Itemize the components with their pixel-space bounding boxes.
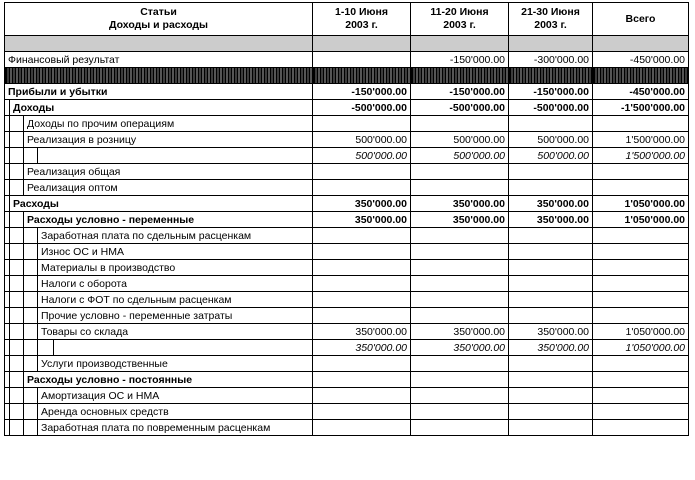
table-row[interactable] (5, 372, 689, 388)
value-cell-period-1[interactable] (313, 292, 411, 308)
row-label[interactable] (5, 212, 313, 228)
value-cell-period-4[interactable] (593, 260, 689, 276)
tree-guide-line (9, 340, 10, 355)
value-cell-period-3[interactable]: 350'000.00 (509, 340, 593, 356)
value-cell-period-3[interactable] (509, 164, 593, 180)
tree-guide-line (9, 244, 10, 259)
tree-guide-line (9, 276, 10, 291)
tree-guide-line (9, 212, 10, 227)
table-row[interactable] (5, 356, 689, 372)
value-cell-period-4[interactable] (593, 356, 689, 372)
value-cell-period-2[interactable] (411, 388, 509, 404)
value-cell-period-1[interactable] (313, 372, 411, 388)
tree-guide-line (9, 196, 10, 211)
row-label[interactable] (5, 388, 313, 404)
row-label[interactable] (5, 100, 313, 116)
table-row[interactable] (5, 68, 689, 84)
value-cell-period-2[interactable] (411, 116, 509, 132)
tree-guide-line (37, 292, 38, 307)
tree-guide-line (23, 404, 24, 419)
tree-guide-line (23, 340, 24, 355)
value-cell-period-4[interactable] (593, 244, 689, 260)
value-cell-period-3[interactable] (509, 388, 593, 404)
row-label-text: Реализация общая (27, 165, 121, 178)
row-label-text: Реализация в розницу (27, 133, 137, 146)
value-cell-period-1[interactable]: 500'000.00 (313, 132, 411, 148)
tree-guide-line (9, 420, 10, 435)
row-label[interactable] (5, 356, 313, 372)
value-cell-period-1[interactable]: 350'000.00 (313, 324, 411, 340)
value-cell-period-4[interactable] (593, 228, 689, 244)
tree-guide-line (37, 324, 38, 339)
tree-guide-line (23, 180, 24, 195)
tree-guide-line (37, 340, 38, 355)
value-cell-period-3[interactable] (509, 116, 593, 132)
row-label[interactable] (5, 276, 313, 292)
value-cell-period-4[interactable] (593, 292, 689, 308)
table-row[interactable] (5, 180, 689, 196)
row-label-text: Прибыли и убытки (8, 85, 108, 98)
table-row[interactable] (5, 420, 689, 436)
value-cell-period-1[interactable] (313, 404, 411, 420)
tree-guide-line (37, 420, 38, 435)
row-label-text: Материалы в производство (41, 261, 176, 274)
value-cell-period-2[interactable] (411, 356, 509, 372)
table-row[interactable] (5, 132, 689, 148)
value-cell-period-3[interactable] (509, 404, 593, 420)
value-cell-period-4[interactable]: -450'000.00 (593, 84, 689, 100)
col-header-period-1[interactable]: 1-10 Июня 2003 г. (313, 3, 411, 36)
tree-guide-line (9, 164, 10, 179)
col-header-total[interactable]: Всего (593, 3, 689, 36)
row-label-text: Амортизация ОС и НМА (41, 389, 160, 402)
row-label-text: Заработная плата по повременным расценкам (41, 421, 271, 434)
row-label[interactable] (5, 52, 313, 68)
table-row[interactable] (5, 196, 689, 212)
table-row[interactable] (5, 404, 689, 420)
tree-guide-line (23, 356, 24, 371)
row-label[interactable] (5, 260, 313, 276)
row-label[interactable] (5, 244, 313, 260)
tree-guide-line (37, 356, 38, 371)
tree-guide-line (23, 324, 24, 339)
value-cell-period-1[interactable]: 350'000.00 (313, 340, 411, 356)
row-label-text: Реализация оптом (27, 181, 118, 194)
table-row[interactable] (5, 84, 689, 100)
row-label-text: Доходы (13, 101, 55, 114)
value-cell-period-3[interactable]: -300'000.00 (509, 52, 593, 68)
value-cell-period-2[interactable] (411, 372, 509, 388)
table-row[interactable] (5, 324, 689, 340)
value-cell-period-2[interactable] (411, 260, 509, 276)
row-label[interactable] (5, 228, 313, 244)
value-cell-period-1[interactable]: 350'000.00 (313, 196, 411, 212)
tree-guide-line (23, 260, 24, 275)
tree-guide-line (37, 260, 38, 275)
value-cell-period-3[interactable] (509, 36, 593, 52)
row-label-text: Аренда основных средств (41, 405, 169, 418)
tree-guide-line (9, 132, 10, 147)
value-cell-period-4[interactable] (593, 404, 689, 420)
value-cell-period-1[interactable] (313, 36, 411, 52)
value-cell-period-4[interactable] (593, 372, 689, 388)
row-label[interactable] (5, 148, 313, 164)
value-cell-period-3[interactable]: 500'000.00 (509, 148, 593, 164)
report-table (4, 2, 689, 436)
row-label[interactable] (5, 180, 313, 196)
value-cell-period-1[interactable] (313, 244, 411, 260)
value-cell-period-4[interactable] (593, 388, 689, 404)
tree-guide-line (9, 260, 10, 275)
value-cell-period-1[interactable] (313, 180, 411, 196)
row-label-text: Товары со склада (41, 325, 129, 338)
row-label-text: Налоги с ФОТ по сдельным расценкам (41, 293, 232, 306)
value-cell-period-3[interactable] (509, 260, 593, 276)
value-cell-period-1[interactable] (313, 260, 411, 276)
tree-guide-line (37, 388, 38, 403)
tree-guide-line (9, 100, 10, 115)
value-cell-period-3[interactable]: 350'000.00 (509, 212, 593, 228)
row-label[interactable] (5, 372, 313, 388)
table-row[interactable] (5, 308, 689, 324)
value-cell-period-3[interactable] (509, 372, 593, 388)
value-cell-period-1[interactable] (313, 308, 411, 324)
tree-guide-line (37, 276, 38, 291)
value-cell-period-4[interactable] (593, 36, 689, 52)
value-cell-period-1[interactable]: 500'000.00 (313, 148, 411, 164)
table-row[interactable] (5, 292, 689, 308)
value-cell-period-1[interactable]: -150'000.00 (313, 84, 411, 100)
value-cell-period-2[interactable]: 350'000.00 (411, 196, 509, 212)
value-cell-period-2[interactable] (411, 308, 509, 324)
table-row[interactable] (5, 244, 689, 260)
row-label-text: Финансовый результат (8, 53, 120, 66)
value-cell-period-4[interactable]: -450'000.00 (593, 52, 689, 68)
table-row[interactable] (5, 148, 689, 164)
value-cell-period-4[interactable]: 1'050'000.00 (593, 212, 689, 228)
tree-guide-line (37, 244, 38, 259)
value-cell-period-4[interactable] (593, 276, 689, 292)
tree-guide-line (9, 148, 10, 163)
tree-guide-line (23, 308, 24, 323)
value-cell-period-2[interactable]: 500'000.00 (411, 132, 509, 148)
tree-guide-line (9, 308, 10, 323)
tree-guide-line (23, 164, 24, 179)
value-cell-period-2[interactable] (411, 68, 509, 84)
tree-guide-line (9, 116, 10, 131)
tree-guide-line (53, 340, 54, 355)
tree-guide-line (23, 116, 24, 131)
table-row[interactable] (5, 212, 689, 228)
row-label-text: Расходы условно - переменные (27, 213, 195, 226)
value-cell-period-3[interactable]: 350'000.00 (509, 196, 593, 212)
tree-guide-line (9, 292, 10, 307)
tree-guide-line (9, 356, 10, 371)
value-cell-period-4[interactable] (593, 164, 689, 180)
table-row[interactable] (5, 52, 689, 68)
value-cell-period-1[interactable] (313, 420, 411, 436)
value-cell-period-4[interactable] (593, 180, 689, 196)
tree-guide-line (37, 228, 38, 243)
value-cell-period-2[interactable] (411, 180, 509, 196)
row-label-text: Расходы условно - постоянные (27, 373, 193, 386)
tree-guide-line (23, 292, 24, 307)
value-cell-period-3[interactable] (509, 356, 593, 372)
row-label[interactable] (5, 36, 313, 52)
row-label-text: Налоги с оборота (41, 277, 127, 290)
row-label[interactable] (5, 164, 313, 180)
value-cell-period-3[interactable]: -500'000.00 (509, 100, 593, 116)
value-cell-period-2[interactable]: -500'000.00 (411, 100, 509, 116)
row-label[interactable] (5, 84, 313, 100)
value-cell-period-4[interactable] (593, 308, 689, 324)
value-cell-period-4[interactable] (593, 116, 689, 132)
tree-guide-line (23, 212, 24, 227)
value-cell-period-3[interactable] (509, 292, 593, 308)
value-cell-period-2[interactable] (411, 36, 509, 52)
tree-guide-line (37, 308, 38, 323)
value-cell-period-2[interactable] (411, 228, 509, 244)
row-label[interactable] (5, 196, 313, 212)
row-label[interactable] (5, 292, 313, 308)
row-label[interactable] (5, 404, 313, 420)
tree-guide-line (37, 148, 38, 163)
value-cell-period-1[interactable] (313, 356, 411, 372)
value-cell-period-1[interactable] (313, 388, 411, 404)
value-cell-period-4[interactable] (593, 68, 689, 84)
tree-guide-line (37, 404, 38, 419)
value-cell-period-2[interactable] (411, 420, 509, 436)
value-cell-period-4[interactable] (593, 420, 689, 436)
value-cell-period-4[interactable]: 1'050'000.00 (593, 324, 689, 340)
value-cell-period-2[interactable] (411, 276, 509, 292)
tree-guide-line (9, 180, 10, 195)
value-cell-period-3[interactable]: -150'000.00 (509, 84, 593, 100)
table-row[interactable] (5, 116, 689, 132)
value-cell-period-1[interactable] (313, 52, 411, 68)
table-row[interactable] (5, 260, 689, 276)
col-header-article[interactable]: Статьи Доходы и расходы (5, 3, 313, 36)
value-cell-period-3[interactable] (509, 244, 593, 260)
value-cell-period-2[interactable]: 500'000.00 (411, 148, 509, 164)
tree-guide-line (23, 388, 24, 403)
tree-guide-line (23, 372, 24, 387)
value-cell-period-2[interactable] (411, 244, 509, 260)
value-cell-period-2[interactable]: 350'000.00 (411, 324, 509, 340)
value-cell-period-3[interactable] (509, 308, 593, 324)
value-cell-period-2[interactable]: 350'000.00 (411, 340, 509, 356)
tree-guide-line (9, 388, 10, 403)
value-cell-period-3[interactable] (509, 276, 593, 292)
tree-guide-line (9, 404, 10, 419)
tree-guide-line (23, 228, 24, 243)
value-cell-period-2[interactable] (411, 164, 509, 180)
table-row[interactable] (5, 36, 689, 52)
value-cell-period-2[interactable]: 350'000.00 (411, 212, 509, 228)
value-cell-period-3[interactable] (509, 68, 593, 84)
tree-guide-line (23, 244, 24, 259)
value-cell-period-3[interactable] (509, 228, 593, 244)
row-label[interactable] (5, 324, 313, 340)
value-cell-period-4[interactable]: 1'050'000.00 (593, 196, 689, 212)
table-row[interactable] (5, 388, 689, 404)
value-cell-period-3[interactable] (509, 180, 593, 196)
header-row (5, 3, 689, 36)
tree-guide-line (23, 132, 24, 147)
value-cell-period-3[interactable]: 350'000.00 (509, 324, 593, 340)
value-cell-period-4[interactable]: 1'500'000.00 (593, 148, 689, 164)
tree-guide-line (23, 148, 24, 163)
value-cell-period-2[interactable]: -150'000.00 (411, 52, 509, 68)
row-label-text: Расходы (13, 197, 59, 210)
row-label[interactable] (5, 308, 313, 324)
row-label-text: Доходы по прочим операциям (27, 117, 175, 130)
tree-guide-line (9, 228, 10, 243)
table-row[interactable] (5, 164, 689, 180)
value-cell-period-4[interactable]: 1'500'000.00 (593, 132, 689, 148)
row-label-text: Услуги производственные (41, 357, 168, 370)
value-cell-period-2[interactable] (411, 292, 509, 308)
value-cell-period-1[interactable]: -500'000.00 (313, 100, 411, 116)
row-label[interactable] (5, 116, 313, 132)
tree-guide-line (9, 324, 10, 339)
table-row[interactable] (5, 340, 689, 356)
value-cell-period-1[interactable] (313, 276, 411, 292)
table-row[interactable] (5, 228, 689, 244)
row-label[interactable] (5, 420, 313, 436)
tree-guide-line (9, 372, 10, 387)
col-header-period-3[interactable]: 21-30 Июня 2003 г. (509, 3, 593, 36)
tree-guide-line (23, 420, 24, 435)
value-cell-period-1[interactable] (313, 164, 411, 180)
value-cell-period-3[interactable] (509, 420, 593, 436)
value-cell-period-4[interactable]: -1'500'000.00 (593, 100, 689, 116)
row-label-text: Износ ОС и НМА (41, 245, 124, 258)
row-label[interactable] (5, 132, 313, 148)
value-cell-period-1[interactable] (313, 68, 411, 84)
value-cell-period-2[interactable] (411, 404, 509, 420)
row-label[interactable] (5, 68, 313, 84)
value-cell-period-4[interactable]: 1'050'000.00 (593, 340, 689, 356)
col-header-period-2[interactable]: 11-20 Июня 2003 г. (411, 3, 509, 36)
value-cell-period-2[interactable]: -150'000.00 (411, 84, 509, 100)
row-label-text: Заработная плата по сдельным расценкам (41, 229, 252, 242)
row-label[interactable] (5, 340, 313, 356)
row-label-text: Прочие условно - переменные затраты (41, 309, 233, 322)
value-cell-period-3[interactable]: 500'000.00 (509, 132, 593, 148)
table-row[interactable] (5, 276, 689, 292)
value-cell-period-1[interactable]: 350'000.00 (313, 212, 411, 228)
value-cell-period-1[interactable] (313, 116, 411, 132)
value-cell-period-1[interactable] (313, 228, 411, 244)
tree-guide-line (23, 276, 24, 291)
table-row[interactable] (5, 100, 689, 116)
